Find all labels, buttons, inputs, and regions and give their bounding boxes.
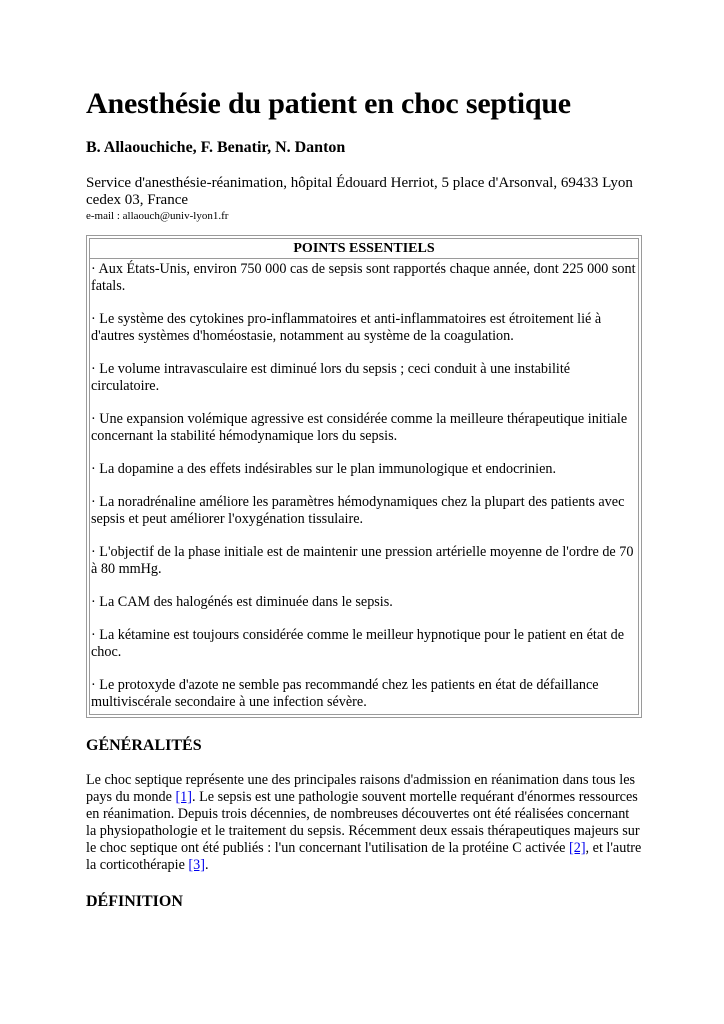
reference-link-1[interactable]: [1] (175, 789, 192, 805)
key-point-item: · Le protoxyde d'azote ne semble pas recommandé chez les patients en état de défaillance multiviscérale secondaire à une infection sévère. (91, 677, 599, 710)
key-points-header: POINTS ESSENTIELS (89, 238, 639, 259)
key-point-item: · La CAM des halogénés est diminuée dans le sepsis. (91, 594, 393, 610)
key-point-item: · Aux États-Unis, environ 750 000 cas de sepsis sont rapportés chaque année, dont 225 000 sont fatals. (91, 261, 636, 294)
section-heading-generalites: GÉNÉRALITÉS (86, 737, 202, 754)
authors-line: B. Allaouchiche, F. Benatir, N. Danton (86, 139, 346, 156)
paragraph-text: . Le sepsis est une pathologie souvent mortelle requérant d'énormes ressources en réanimation. Depuis trois décennies, de nombreuses découvertes ont été réalisées concernant la physiopathologie et le traitement du sepsis. Récemment deux essais thérapeutiques majeurs sur le choc septique ont été publiés : l'un concernant l'utilisation de la protéine C activée (86, 789, 640, 856)
section-heading-definition: DÉFINITION (86, 893, 183, 910)
reference-link-3[interactable]: [3] (188, 857, 205, 873)
page-title: Anesthésie du patient en choc septique (86, 87, 571, 120)
reference-link-2[interactable]: [2] (569, 840, 586, 856)
key-points-list (89, 259, 639, 715)
email-text: e-mail : allaouch@univ-lyon1.fr (86, 210, 229, 222)
key-point-item: · La kétamine est toujours considérée comme le meilleur hypnotique pour le patient en état de choc. (91, 627, 625, 660)
generalites-paragraph (86, 772, 642, 874)
key-point-item: · L'objectif de la phase initiale est de maintenir une pression artérielle moyenne de l'ordre de 70 à 80 mmHg. (91, 544, 634, 577)
key-point-item: · Le volume intravasculaire est diminué lors du sepsis ; ceci conduit à une instabilité circulatoire. (91, 361, 571, 394)
key-point-item: · Le système des cytokines pro-inflammatoires et anti-inflammatoires est étroitement lié à d'autres systèmes d'homéostasie, notamment au système de la coagulation. (91, 311, 602, 344)
key-point-item: · La dopamine a des effets indésirables sur le plan immunologique et endocrinien. (91, 461, 557, 477)
paragraph-text: Le choc septique représente une des principales raisons d'admission en réanimation dans tous les pays du monde (86, 772, 636, 805)
key-point-item: · Une expansion volémique agressive est considérée comme la meilleure thérapeutique initiale concernant la stabilité hémodynamique lors du sepsis. (91, 411, 628, 444)
key-point-item: · La noradrénaline améliore les paramètres hémodynamiques chez la plupart des patients avec sepsis et peut améliorer l'oxygénation tissulaire. (91, 494, 625, 527)
paragraph-text: . (204, 857, 209, 873)
affiliation-text: Service d'anesthésie-réanimation, hôpital Édouard Herriot, 5 place d'Arsonval, 69433 Lyon cedex 03, France (86, 175, 633, 208)
document-page (86, 84, 642, 912)
paragraph-text: , et l'autre la corticothérapie (86, 840, 642, 873)
key-points-box (86, 235, 642, 718)
